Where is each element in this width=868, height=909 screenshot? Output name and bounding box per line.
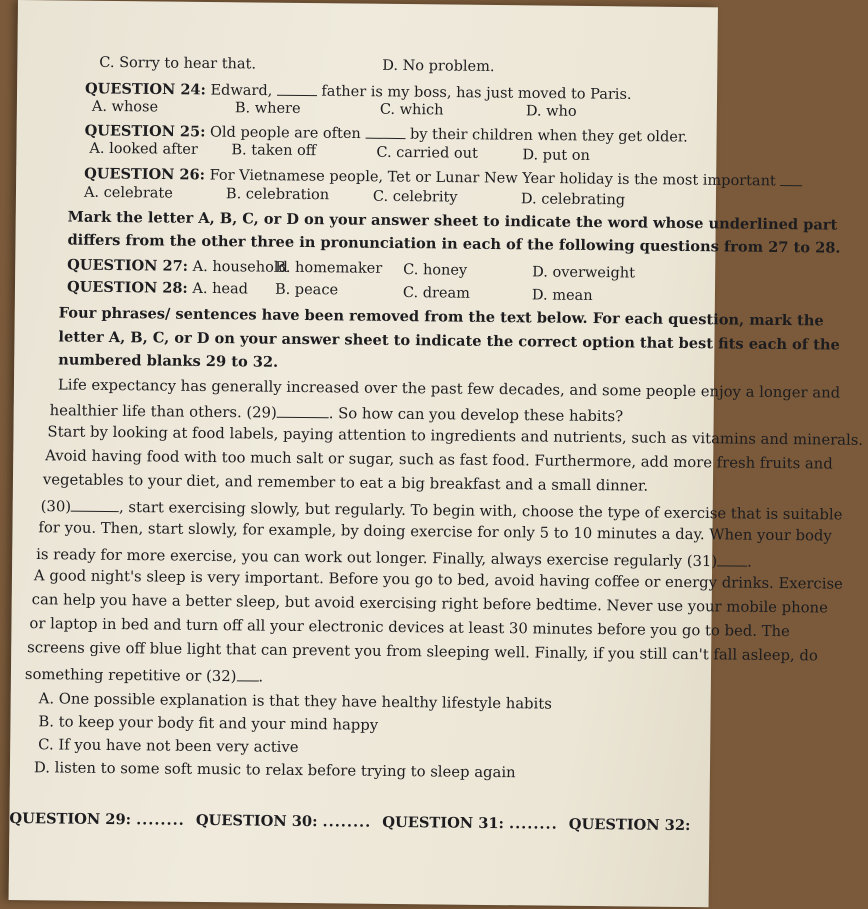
passage-line bbox=[50, 399, 624, 425]
passage-line: A good night's sleep is very important. Before you go to bed, avoid having coffee or energy drinks. Exercise bbox=[33, 567, 843, 593]
passage-line bbox=[36, 543, 752, 570]
answer-dots: ........ bbox=[508, 815, 558, 833]
passage-line: screens give off blue light that can prevent you from sleeping well. Finally, if you still can't fall asleep, do bbox=[27, 639, 818, 665]
worksheet-page bbox=[9, 0, 864, 907]
passage-text: something repetitive or (32) bbox=[24, 665, 237, 686]
passage-text: . So how can you develop these habits? bbox=[328, 405, 624, 426]
gap-option-b: B. to keep your body fit and your mind happy bbox=[38, 713, 379, 734]
q26-option-a: A. celebrate bbox=[83, 184, 173, 202]
passage-line bbox=[25, 663, 263, 685]
passage-line: vegetables to your diet, and remember to eat a big breakfast and a small dinner. bbox=[42, 471, 649, 495]
passage-line: Start by looking at food labels, paying attention to ingredients and nutrients, such as vitamins and minerals. bbox=[47, 423, 864, 449]
answer-label-31: QUESTION 31: bbox=[382, 813, 505, 833]
q25-option-b: B. taken off bbox=[231, 142, 317, 160]
q27-option-d: D. overweight bbox=[532, 264, 636, 282]
q25-option-a: A. looked after bbox=[89, 140, 198, 158]
gap-instruction-line-3: numbered blanks 29 to 32. bbox=[58, 351, 279, 371]
passage-line: Avoid having food with too much salt or sugar, such as fast food. Furthermore, add more fresh fruits and bbox=[45, 447, 833, 473]
q24-option-b: B. where bbox=[234, 100, 301, 117]
question-label: QUESTION 27: bbox=[67, 256, 189, 275]
q28-option-d: D. mean bbox=[531, 287, 593, 305]
answer-label-29: QUESTION 29: bbox=[9, 809, 132, 829]
answer-label-32: QUESTION 32: bbox=[568, 815, 691, 835]
question-label: QUESTION 24: bbox=[84, 80, 207, 99]
passage-text: is ready for more exercise, you can work out longer. Finally, always exercise regularly (31) bbox=[36, 546, 718, 571]
passage-line: can help you have a better sleep, but avoid exercising right before bedtime. Never use your mobile phone bbox=[31, 591, 828, 617]
answer-dots: ........ bbox=[322, 813, 372, 831]
gap-instruction-line-2: letter A, B, C, or D on your answer sheet to indicate the correct option that best fits each of the bbox=[58, 328, 840, 354]
q24-option-a: A. whose bbox=[91, 98, 159, 116]
question-27 bbox=[67, 257, 288, 276]
answer-blank-31 bbox=[717, 550, 747, 566]
question-text: For Vietnamese people, Tet or Lunar New Year holiday is the most important bbox=[209, 167, 776, 190]
question-28 bbox=[67, 279, 248, 298]
passage-text: . bbox=[747, 553, 752, 571]
passage-text: (30) bbox=[40, 498, 72, 516]
gap-instruction-line-1: Four phrases/ sentences have been removed from the text below. For each question, mark the bbox=[58, 304, 824, 330]
q27-option-a: A. household bbox=[192, 258, 288, 276]
answer-blank-30 bbox=[71, 496, 119, 512]
passage-text: , start exercising slowly, but regularly. To begin with, choose the type of exercise that is suitable bbox=[118, 498, 843, 524]
q27-option-b: B. homemaker bbox=[275, 259, 383, 277]
gap-option-c: C. If you have not been very active bbox=[38, 736, 299, 756]
q24-option-d: D. who bbox=[525, 103, 577, 120]
q24-option-c: C. which bbox=[379, 101, 444, 119]
answer-row bbox=[9, 810, 690, 834]
q26-option-c: C. celebrity bbox=[372, 188, 458, 206]
question-label: QUESTION 28: bbox=[66, 278, 188, 297]
question-26 bbox=[84, 163, 802, 190]
q28-option-c: C. dream bbox=[402, 285, 471, 302]
gap-option-a: A. One possible explanation is that they have healthy lifestyle habits bbox=[38, 690, 552, 713]
question-24 bbox=[85, 78, 632, 103]
answer-blank bbox=[780, 170, 802, 186]
answer-label-30: QUESTION 30: bbox=[195, 811, 318, 831]
answer-blank bbox=[277, 80, 317, 96]
q23-option-d: D. No problem. bbox=[382, 57, 495, 75]
answer-dots: ........ bbox=[136, 811, 185, 829]
answer-blank-32 bbox=[236, 665, 258, 681]
answer-blank-29 bbox=[277, 402, 329, 418]
q23-option-c: C. Sorry to hear that. bbox=[99, 54, 257, 73]
question-text-before: Old people are often bbox=[209, 124, 366, 143]
gap-option-d: D. listen to some soft music to relax before trying to sleep again bbox=[33, 759, 516, 782]
question-text-after: by their children when they get older. bbox=[405, 126, 688, 146]
pronunciation-instruction-line-2: differs from the other three in pronunciation in each of the following questions from 27 to 28. bbox=[67, 231, 841, 257]
question-label: QUESTION 26: bbox=[84, 165, 206, 184]
q25-option-d: D. put on bbox=[522, 147, 590, 164]
q27-option-c: C. honey bbox=[403, 262, 468, 279]
q28-option-b: B. peace bbox=[274, 281, 339, 299]
question-label: QUESTION 25: bbox=[84, 122, 206, 141]
question-text-after: father is my boss, has just moved to Paris. bbox=[316, 83, 632, 103]
q26-option-d: D. celebrating bbox=[520, 191, 626, 209]
q28-option-a: A. head bbox=[192, 280, 249, 298]
passage-line: for you. Then, start slowly, for example, by doing exercise for only 5 to 10 minutes a day. When your body bbox=[38, 519, 832, 545]
pronunciation-instruction-line-1: Mark the letter A, B, C, or D on your answer sheet to indicate the word whose underlined part bbox=[67, 208, 838, 234]
q25-option-c: C. carried out bbox=[376, 144, 478, 162]
passage-text: healthier life than others. (29) bbox=[49, 402, 277, 422]
passage-text: . bbox=[258, 668, 264, 686]
passage-line bbox=[41, 495, 843, 523]
q26-option-b: B. celebration bbox=[225, 186, 330, 204]
passage-line: or laptop in bed and turn off all your electronic devices at least 30 minutes before you go to bed. The bbox=[29, 615, 790, 641]
passage-line: Life expectancy has generally increased over the past few decades, and some people enjoy a longer and bbox=[57, 376, 841, 402]
question-text-before: Edward, bbox=[210, 82, 277, 100]
answer-blank bbox=[365, 123, 405, 139]
